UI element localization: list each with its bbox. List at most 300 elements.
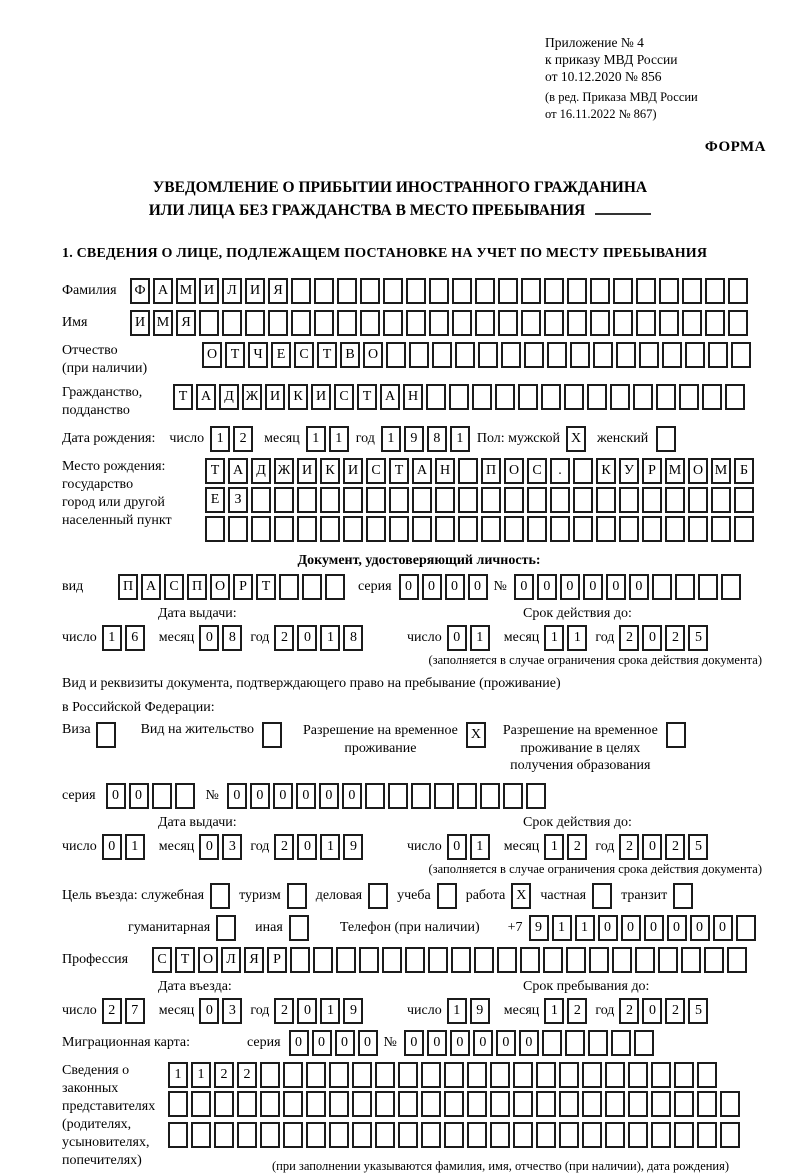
form-cell[interactable] bbox=[429, 278, 449, 304]
form-cell[interactable] bbox=[504, 487, 524, 513]
form-cell[interactable] bbox=[636, 278, 656, 304]
form-cell[interactable] bbox=[711, 487, 731, 513]
form-cell[interactable] bbox=[329, 1062, 349, 1088]
form-cell[interactable]: 7 bbox=[125, 998, 145, 1024]
form-cell[interactable] bbox=[665, 487, 685, 513]
form-cell[interactable] bbox=[260, 1062, 280, 1088]
form-cell[interactable]: 2 bbox=[567, 998, 587, 1024]
form-cell[interactable] bbox=[497, 947, 517, 973]
form-cell[interactable] bbox=[210, 883, 230, 909]
form-cell[interactable]: 0 bbox=[468, 574, 488, 600]
form-cell[interactable] bbox=[481, 516, 501, 542]
form-cell[interactable] bbox=[720, 1122, 740, 1148]
form-cell[interactable]: С bbox=[294, 342, 314, 368]
form-cell[interactable] bbox=[455, 342, 475, 368]
form-cell[interactable] bbox=[587, 384, 607, 410]
form-cell[interactable] bbox=[633, 384, 653, 410]
form-cell[interactable] bbox=[610, 384, 630, 410]
form-cell[interactable] bbox=[697, 1122, 717, 1148]
form-cell[interactable]: 0 bbox=[713, 915, 733, 941]
form-cell[interactable] bbox=[570, 342, 590, 368]
form-cell[interactable]: О bbox=[198, 947, 218, 973]
form-cell[interactable] bbox=[383, 310, 403, 336]
female-checkbox[interactable] bbox=[656, 426, 679, 452]
form-cell[interactable] bbox=[375, 1062, 395, 1088]
form-cell[interactable]: 0 bbox=[199, 625, 219, 651]
form-cell[interactable] bbox=[352, 1122, 372, 1148]
form-cell[interactable] bbox=[702, 384, 722, 410]
form-cell[interactable]: Т bbox=[173, 384, 193, 410]
form-cell[interactable]: 1 bbox=[329, 426, 349, 452]
form-cell[interactable] bbox=[685, 342, 705, 368]
form-cell[interactable] bbox=[705, 310, 725, 336]
form-cell[interactable] bbox=[314, 310, 334, 336]
form-cell[interactable] bbox=[96, 722, 116, 748]
purpose-humanitarian-checkbox[interactable] bbox=[216, 915, 239, 941]
form-cell[interactable] bbox=[731, 342, 751, 368]
form-cell[interactable]: А bbox=[141, 574, 161, 600]
form-cell[interactable]: . bbox=[550, 458, 570, 484]
form-cell[interactable] bbox=[306, 1091, 326, 1117]
form-cell[interactable] bbox=[651, 1062, 671, 1088]
form-cell[interactable]: И bbox=[297, 458, 317, 484]
form-cell[interactable] bbox=[698, 574, 718, 600]
form-cell[interactable]: Д bbox=[219, 384, 239, 410]
form-cell[interactable]: Т bbox=[357, 384, 377, 410]
form-cell[interactable] bbox=[429, 310, 449, 336]
form-cell[interactable]: 0 bbox=[129, 783, 149, 809]
form-cell[interactable] bbox=[168, 1122, 188, 1148]
form-cell[interactable] bbox=[352, 1062, 372, 1088]
form-cell[interactable] bbox=[503, 783, 523, 809]
form-cell[interactable]: Т bbox=[389, 458, 409, 484]
form-cell[interactable]: М bbox=[711, 458, 731, 484]
form-cell[interactable]: 1 bbox=[320, 834, 340, 860]
form-cell[interactable] bbox=[389, 487, 409, 513]
form-cell[interactable] bbox=[388, 783, 408, 809]
form-cell[interactable]: 0 bbox=[297, 998, 317, 1024]
form-cell[interactable] bbox=[564, 384, 584, 410]
form-cell[interactable]: 6 bbox=[125, 625, 145, 651]
form-cell[interactable] bbox=[320, 487, 340, 513]
form-cell[interactable] bbox=[329, 1122, 349, 1148]
form-cell[interactable]: 0 bbox=[519, 1030, 539, 1056]
form-cell[interactable]: 1 bbox=[575, 915, 595, 941]
form-cell[interactable]: 0 bbox=[450, 1030, 470, 1056]
form-cell[interactable]: Ч bbox=[248, 342, 268, 368]
form-cell[interactable]: 1 bbox=[320, 625, 340, 651]
form-cell[interactable] bbox=[498, 278, 518, 304]
form-cell[interactable]: 1 bbox=[544, 998, 564, 1024]
form-cell[interactable] bbox=[287, 883, 307, 909]
form-cell[interactable] bbox=[666, 722, 686, 748]
form-cell[interactable] bbox=[495, 384, 515, 410]
form-cell[interactable] bbox=[656, 426, 676, 452]
form-cell[interactable] bbox=[313, 947, 333, 973]
form-cell[interactable] bbox=[734, 516, 754, 542]
form-cell[interactable] bbox=[337, 278, 357, 304]
form-cell[interactable]: 1 bbox=[168, 1062, 188, 1088]
form-cell[interactable] bbox=[260, 1091, 280, 1117]
form-cell[interactable]: Я bbox=[268, 278, 288, 304]
form-cell[interactable]: Д bbox=[251, 458, 271, 484]
form-cell[interactable]: Т bbox=[317, 342, 337, 368]
form-cell[interactable]: 9 bbox=[529, 915, 549, 941]
form-cell[interactable] bbox=[681, 947, 701, 973]
form-cell[interactable] bbox=[426, 384, 446, 410]
male-checkbox[interactable] bbox=[566, 426, 589, 452]
form-cell[interactable] bbox=[573, 516, 593, 542]
form-cell[interactable]: М bbox=[665, 458, 685, 484]
form-cell[interactable] bbox=[481, 487, 501, 513]
form-cell[interactable]: 0 bbox=[629, 574, 649, 600]
form-cell[interactable] bbox=[593, 342, 613, 368]
form-cell[interactable]: О bbox=[504, 458, 524, 484]
form-cell[interactable] bbox=[175, 783, 195, 809]
form-cell[interactable]: 1 bbox=[470, 625, 490, 651]
form-cell[interactable] bbox=[274, 487, 294, 513]
form-cell[interactable]: 5 bbox=[688, 834, 708, 860]
form-cell[interactable] bbox=[435, 516, 455, 542]
form-cell[interactable]: И bbox=[311, 384, 331, 410]
form-cell[interactable] bbox=[590, 310, 610, 336]
form-cell[interactable] bbox=[366, 516, 386, 542]
form-cell[interactable] bbox=[592, 883, 612, 909]
form-cell[interactable]: 1 bbox=[125, 834, 145, 860]
form-cell[interactable] bbox=[573, 458, 593, 484]
form-cell[interactable] bbox=[613, 278, 633, 304]
form-cell[interactable] bbox=[268, 310, 288, 336]
form-cell[interactable]: 0 bbox=[342, 783, 362, 809]
form-cell[interactable] bbox=[651, 1122, 671, 1148]
form-cell[interactable]: Т bbox=[205, 458, 225, 484]
form-cell[interactable]: П bbox=[187, 574, 207, 600]
form-cell[interactable] bbox=[659, 310, 679, 336]
form-cell[interactable] bbox=[382, 947, 402, 973]
form-cell[interactable]: Р bbox=[233, 574, 253, 600]
form-cell[interactable]: 1 bbox=[102, 625, 122, 651]
form-cell[interactable]: 0 bbox=[358, 1030, 378, 1056]
purpose-private-checkbox[interactable] bbox=[592, 883, 615, 909]
form-cell[interactable] bbox=[405, 947, 425, 973]
form-cell[interactable] bbox=[544, 278, 564, 304]
form-cell[interactable] bbox=[659, 278, 679, 304]
form-cell[interactable] bbox=[478, 342, 498, 368]
form-cell[interactable] bbox=[704, 947, 724, 973]
form-cell[interactable]: А bbox=[412, 458, 432, 484]
form-cell[interactable] bbox=[674, 1122, 694, 1148]
form-cell[interactable]: 0 bbox=[399, 574, 419, 600]
form-cell[interactable] bbox=[474, 947, 494, 973]
form-cell[interactable]: У bbox=[619, 458, 639, 484]
form-cell[interactable]: 1 bbox=[306, 426, 326, 452]
form-cell[interactable]: 0 bbox=[537, 574, 557, 600]
form-cell[interactable] bbox=[688, 516, 708, 542]
form-cell[interactable] bbox=[513, 1122, 533, 1148]
form-cell[interactable]: Е bbox=[205, 487, 225, 513]
form-cell[interactable] bbox=[360, 310, 380, 336]
form-cell[interactable] bbox=[639, 342, 659, 368]
form-cell[interactable]: З bbox=[228, 487, 248, 513]
form-cell[interactable] bbox=[662, 342, 682, 368]
form-cell[interactable]: Р bbox=[642, 458, 662, 484]
form-cell[interactable] bbox=[665, 516, 685, 542]
form-cell[interactable]: Е bbox=[271, 342, 291, 368]
form-cell[interactable] bbox=[566, 947, 586, 973]
form-cell[interactable] bbox=[437, 883, 457, 909]
form-cell[interactable]: 2 bbox=[619, 834, 639, 860]
purpose-study-checkbox[interactable] bbox=[437, 883, 460, 909]
form-cell[interactable] bbox=[524, 342, 544, 368]
form-cell[interactable] bbox=[501, 342, 521, 368]
form-cell[interactable] bbox=[679, 384, 699, 410]
form-cell[interactable] bbox=[205, 516, 225, 542]
form-cell[interactable] bbox=[435, 487, 455, 513]
form-cell[interactable] bbox=[291, 278, 311, 304]
form-cell[interactable] bbox=[541, 384, 561, 410]
form-cell[interactable] bbox=[444, 1062, 464, 1088]
form-cell[interactable]: 0 bbox=[496, 1030, 516, 1056]
form-cell[interactable] bbox=[451, 947, 471, 973]
form-cell[interactable] bbox=[526, 783, 546, 809]
form-cell[interactable]: М bbox=[153, 310, 173, 336]
form-cell[interactable] bbox=[458, 458, 478, 484]
form-cell[interactable]: О bbox=[688, 458, 708, 484]
form-cell[interactable]: 2 bbox=[102, 998, 122, 1024]
form-cell[interactable] bbox=[343, 487, 363, 513]
form-cell[interactable]: В bbox=[340, 342, 360, 368]
form-cell[interactable]: 5 bbox=[688, 625, 708, 651]
form-cell[interactable]: 0 bbox=[227, 783, 247, 809]
form-cell[interactable] bbox=[343, 516, 363, 542]
form-cell[interactable]: 0 bbox=[404, 1030, 424, 1056]
form-cell[interactable]: А bbox=[153, 278, 173, 304]
form-cell[interactable]: 0 bbox=[447, 834, 467, 860]
form-cell[interactable] bbox=[634, 1030, 654, 1056]
form-cell[interactable]: К bbox=[320, 458, 340, 484]
form-cell[interactable] bbox=[536, 1062, 556, 1088]
form-cell[interactable]: П bbox=[481, 458, 501, 484]
form-cell[interactable]: 0 bbox=[319, 783, 339, 809]
form-cell[interactable]: 2 bbox=[274, 998, 294, 1024]
form-cell[interactable]: 0 bbox=[583, 574, 603, 600]
form-cell[interactable]: 1 bbox=[191, 1062, 211, 1088]
form-cell[interactable]: 9 bbox=[470, 998, 490, 1024]
form-cell[interactable] bbox=[398, 1062, 418, 1088]
form-cell[interactable]: 8 bbox=[427, 426, 447, 452]
form-cell[interactable] bbox=[406, 310, 426, 336]
form-cell[interactable]: С bbox=[527, 458, 547, 484]
form-cell[interactable]: 2 bbox=[274, 625, 294, 651]
form-cell[interactable]: 3 bbox=[222, 998, 242, 1024]
form-cell[interactable]: 0 bbox=[106, 783, 126, 809]
form-cell[interactable] bbox=[605, 1091, 625, 1117]
form-cell[interactable] bbox=[472, 384, 492, 410]
form-cell[interactable] bbox=[635, 947, 655, 973]
form-cell[interactable] bbox=[727, 947, 747, 973]
temp-residence-checkbox[interactable] bbox=[466, 722, 489, 748]
form-cell[interactable] bbox=[521, 278, 541, 304]
form-cell[interactable]: 0 bbox=[296, 783, 316, 809]
form-cell[interactable]: Т bbox=[256, 574, 276, 600]
form-cell[interactable] bbox=[274, 516, 294, 542]
form-cell[interactable]: Т bbox=[175, 947, 195, 973]
form-cell[interactable]: 0 bbox=[250, 783, 270, 809]
form-cell[interactable] bbox=[352, 1091, 372, 1117]
form-cell[interactable]: 1 bbox=[470, 834, 490, 860]
form-cell[interactable] bbox=[375, 1091, 395, 1117]
temp-residence-edu-checkbox[interactable] bbox=[666, 722, 689, 748]
form-cell[interactable] bbox=[543, 947, 563, 973]
form-cell[interactable]: 9 bbox=[343, 834, 363, 860]
form-cell[interactable] bbox=[412, 516, 432, 542]
form-cell[interactable]: 1 bbox=[210, 426, 230, 452]
form-cell[interactable]: И bbox=[199, 278, 219, 304]
form-cell[interactable]: Н bbox=[435, 458, 455, 484]
form-cell[interactable] bbox=[711, 516, 731, 542]
form-cell[interactable] bbox=[398, 1091, 418, 1117]
form-cell[interactable] bbox=[260, 1122, 280, 1148]
form-cell[interactable] bbox=[228, 516, 248, 542]
form-cell[interactable] bbox=[697, 1062, 717, 1088]
form-cell[interactable] bbox=[421, 1122, 441, 1148]
form-cell[interactable] bbox=[513, 1091, 533, 1117]
form-cell[interactable] bbox=[527, 487, 547, 513]
form-cell[interactable]: 1 bbox=[552, 915, 572, 941]
form-cell[interactable] bbox=[613, 310, 633, 336]
form-cell[interactable]: 1 bbox=[544, 625, 564, 651]
form-cell[interactable]: Н bbox=[403, 384, 423, 410]
form-cell[interactable] bbox=[527, 516, 547, 542]
form-cell[interactable] bbox=[565, 1030, 585, 1056]
form-cell[interactable] bbox=[191, 1091, 211, 1117]
form-cell[interactable] bbox=[567, 310, 587, 336]
form-cell[interactable] bbox=[513, 1062, 533, 1088]
form-cell[interactable] bbox=[152, 783, 172, 809]
form-cell[interactable]: П bbox=[118, 574, 138, 600]
form-cell[interactable] bbox=[708, 342, 728, 368]
form-cell[interactable]: 0 bbox=[514, 574, 534, 600]
form-cell[interactable] bbox=[490, 1091, 510, 1117]
form-cell[interactable]: 1 bbox=[567, 625, 587, 651]
form-cell[interactable]: О bbox=[210, 574, 230, 600]
form-cell[interactable] bbox=[222, 310, 242, 336]
form-cell[interactable] bbox=[611, 1030, 631, 1056]
form-cell[interactable] bbox=[251, 487, 271, 513]
form-cell[interactable] bbox=[366, 487, 386, 513]
form-cell[interactable] bbox=[490, 1062, 510, 1088]
form-cell[interactable]: 0 bbox=[312, 1030, 332, 1056]
form-cell[interactable] bbox=[444, 1091, 464, 1117]
form-cell[interactable]: М bbox=[176, 278, 196, 304]
form-cell[interactable]: 0 bbox=[644, 915, 664, 941]
form-cell[interactable] bbox=[314, 278, 334, 304]
form-cell[interactable] bbox=[337, 310, 357, 336]
form-cell[interactable] bbox=[656, 384, 676, 410]
form-cell[interactable]: 1 bbox=[320, 998, 340, 1024]
form-cell[interactable] bbox=[652, 574, 672, 600]
form-cell[interactable] bbox=[628, 1062, 648, 1088]
form-cell[interactable] bbox=[567, 278, 587, 304]
form-cell[interactable] bbox=[498, 310, 518, 336]
form-cell[interactable] bbox=[365, 783, 385, 809]
form-cell[interactable] bbox=[434, 783, 454, 809]
form-cell[interactable]: 2 bbox=[665, 625, 685, 651]
form-cell[interactable]: 0 bbox=[667, 915, 687, 941]
form-cell[interactable] bbox=[721, 574, 741, 600]
form-cell[interactable] bbox=[290, 947, 310, 973]
form-cell[interactable] bbox=[457, 783, 477, 809]
form-cell[interactable]: 0 bbox=[289, 1030, 309, 1056]
form-cell[interactable]: 8 bbox=[343, 625, 363, 651]
form-cell[interactable]: 0 bbox=[642, 998, 662, 1024]
form-cell[interactable] bbox=[406, 278, 426, 304]
form-cell[interactable]: 2 bbox=[274, 834, 294, 860]
form-cell[interactable] bbox=[245, 310, 265, 336]
form-cell[interactable] bbox=[359, 947, 379, 973]
form-cell[interactable]: А bbox=[380, 384, 400, 410]
form-cell[interactable] bbox=[616, 342, 636, 368]
form-cell[interactable] bbox=[467, 1091, 487, 1117]
form-cell[interactable]: 0 bbox=[102, 834, 122, 860]
purpose-transit-checkbox[interactable] bbox=[673, 883, 696, 909]
form-cell[interactable] bbox=[375, 1122, 395, 1148]
form-cell[interactable] bbox=[675, 574, 695, 600]
form-cell[interactable]: И bbox=[343, 458, 363, 484]
form-cell[interactable] bbox=[720, 1091, 740, 1117]
form-cell[interactable] bbox=[705, 278, 725, 304]
form-cell[interactable] bbox=[582, 1062, 602, 1088]
form-cell[interactable] bbox=[642, 516, 662, 542]
form-cell[interactable]: Ж bbox=[274, 458, 294, 484]
form-cell[interactable]: С bbox=[152, 947, 172, 973]
form-cell[interactable] bbox=[550, 487, 570, 513]
form-cell[interactable] bbox=[596, 487, 616, 513]
form-cell[interactable] bbox=[518, 384, 538, 410]
form-cell[interactable] bbox=[389, 516, 409, 542]
form-cell[interactable]: 0 bbox=[642, 625, 662, 651]
form-cell[interactable] bbox=[588, 1030, 608, 1056]
form-cell[interactable] bbox=[216, 915, 236, 941]
form-cell[interactable] bbox=[636, 310, 656, 336]
form-cell[interactable] bbox=[262, 722, 282, 748]
form-cell[interactable]: А bbox=[196, 384, 216, 410]
form-cell[interactable] bbox=[283, 1062, 303, 1088]
form-cell[interactable] bbox=[536, 1091, 556, 1117]
form-cell[interactable] bbox=[544, 310, 564, 336]
form-cell[interactable] bbox=[674, 1091, 694, 1117]
form-cell[interactable] bbox=[542, 1030, 562, 1056]
form-cell[interactable] bbox=[458, 487, 478, 513]
form-cell[interactable]: 0 bbox=[422, 574, 442, 600]
form-cell[interactable] bbox=[490, 1122, 510, 1148]
form-cell[interactable]: Л bbox=[221, 947, 241, 973]
form-cell[interactable] bbox=[421, 1062, 441, 1088]
form-cell[interactable] bbox=[520, 947, 540, 973]
form-cell[interactable]: А bbox=[228, 458, 248, 484]
form-cell[interactable] bbox=[573, 487, 593, 513]
form-cell[interactable] bbox=[306, 1062, 326, 1088]
form-cell[interactable]: 1 bbox=[447, 998, 467, 1024]
form-cell[interactable] bbox=[589, 947, 609, 973]
form-cell[interactable] bbox=[673, 883, 693, 909]
form-cell[interactable] bbox=[199, 310, 219, 336]
residence-permit-checkbox[interactable] bbox=[262, 722, 285, 748]
form-cell[interactable]: 1 bbox=[450, 426, 470, 452]
form-cell[interactable] bbox=[536, 1122, 556, 1148]
form-cell[interactable]: С bbox=[164, 574, 184, 600]
form-cell[interactable] bbox=[628, 1122, 648, 1148]
